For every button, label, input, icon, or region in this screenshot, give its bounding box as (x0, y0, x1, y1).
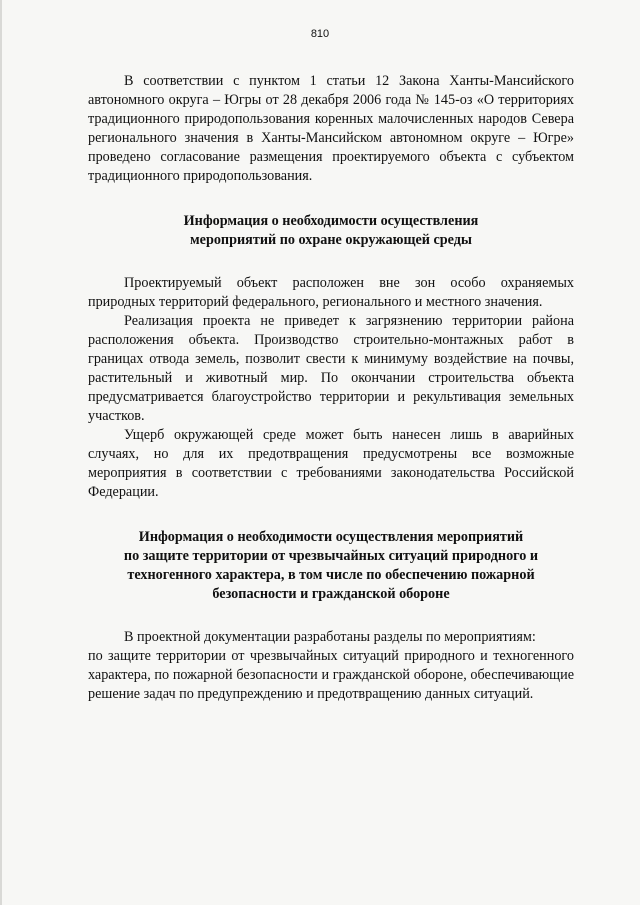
heading-environmental-protection (88, 212, 574, 250)
heading-line: по защите территории от чрезвычайных ситуаций природного и (123, 548, 539, 564)
paragraph-environmental-damage: Ущерб окружающей среде может быть нанесен лишь в аварийных случаях, но для их предотвращения предусмотрены все возможные мероприятия в соответствии с требованиями законодательства Российской Федерации. (88, 427, 574, 500)
paragraph-first-line: В проектной документации разработаны разделы по мероприятиям: (124, 629, 536, 645)
heading-emergency-protection (88, 528, 574, 604)
heading-line: техногенного характера, в том числе по обеспечению пожарной (127, 567, 535, 583)
paragraph-project-documentation (88, 628, 574, 647)
heading-line: Информация о необходимости осуществления мероприятий (138, 529, 524, 545)
paragraph-project-implementation: Реализация проекта не приведет к загрязнению территории района расположения объекта. Производство строительно-монтажных работ в границах отвода земель, позволит свести к минимуму воздействие на почвы, растительный и животный мир. По окончании строительства объекта предусматривается благоустройство территории и рекультивация земельных участков. (88, 313, 574, 424)
paragraph-project-documentation-continued: по защите территории от чрезвычайных ситуаций природного и техногенного характера, по пожарной безопасности и гражданской обороне, обеспечивающие решение задач по предупреждению и предотвращению данных ситуаций. (88, 648, 574, 702)
paragraph-traditional-land-use: В соответствии с пунктом 1 статьи 12 Закона Ханты-Мансийского автономного округа – Югры от 28 декабря 2006 года № 145-оз «О территориях традиционного природопользования коренных малочисленных народов Севера регионального значения в Ханты-Мансийском автономном округе – Югре» проведено согласование размещения проектируемого объекта с субъектом традиционного природопользования. (88, 73, 574, 184)
page-content (88, 72, 574, 704)
page-number: 810 (310, 28, 330, 40)
paragraph-protected-areas: Проектируемый объект расположен вне зон особо охраняемых природных территорий федерального, регионального и местного значения. (88, 275, 574, 310)
heading-line: мероприятий по охране окружающей среды (189, 232, 473, 248)
heading-line: безопасности и гражданской обороне (212, 586, 450, 602)
heading-line: Информация о необходимости осуществления (183, 213, 479, 229)
